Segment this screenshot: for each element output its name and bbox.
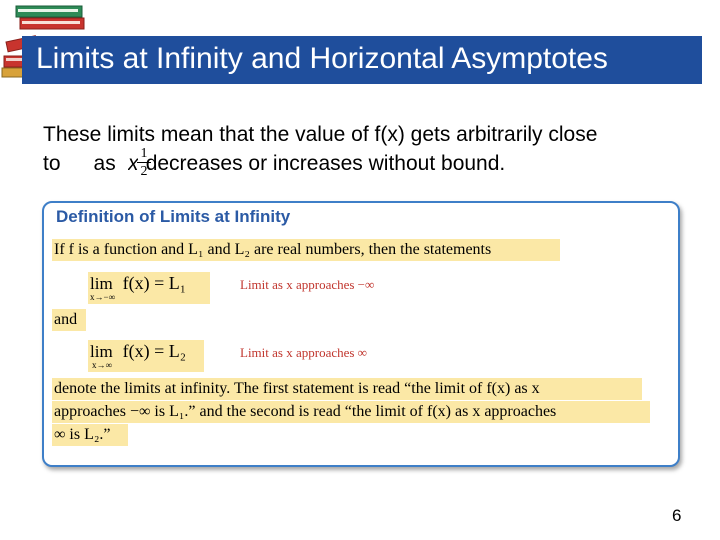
fraction-one-half	[137, 146, 151, 179]
definition-line-b: approaches −∞ is L₁.” and the second is read “the limit of f(x) as x approaches	[52, 401, 650, 423]
body-word-as: as	[93, 152, 116, 175]
definition-and: and	[52, 309, 86, 331]
lim-label-2: lim	[90, 342, 113, 361]
definition-line-a: denote the limits at infinity. The first statement is read “the limit of f(x) as x	[52, 378, 642, 400]
limit-expression-2	[88, 340, 204, 372]
lim-label-1: lim	[90, 274, 113, 293]
body-text-line-1: These limits mean that the value of f(x) gets arbitrarily close	[43, 123, 598, 146]
limit-under-2: x→∞	[92, 360, 112, 370]
limit-note-1: Limit as x approaches −∞	[240, 277, 375, 292]
fraction-numerator: 1	[140, 146, 148, 161]
limit-expr-1: f(x) = L₁	[122, 273, 187, 293]
body-text-rest: decreases or increases without bound.	[145, 152, 506, 175]
slide-title: Limits at Infinity and Horizontal Asymptotes	[36, 42, 608, 75]
variable-x-clipped: x	[128, 152, 138, 175]
fraction-denominator: 2	[140, 164, 148, 179]
limit-expression-1	[88, 272, 210, 304]
limit-under-1: x→−∞	[90, 292, 115, 302]
body-text-line-2	[43, 151, 505, 177]
limit-note-2: Limit as x approaches ∞	[240, 345, 367, 360]
body-word-to: to	[43, 152, 61, 175]
definition-line-c: ∞ is L₂.”	[52, 424, 128, 446]
definition-heading: Definition of Limits at Infinity	[56, 207, 291, 226]
page-number: 6	[672, 506, 682, 525]
definition-line-1: If f is a function and L₁ and L₂ are real numbers, then the statements	[52, 239, 560, 261]
limit-expr-2: f(x) = L₂	[122, 341, 187, 361]
